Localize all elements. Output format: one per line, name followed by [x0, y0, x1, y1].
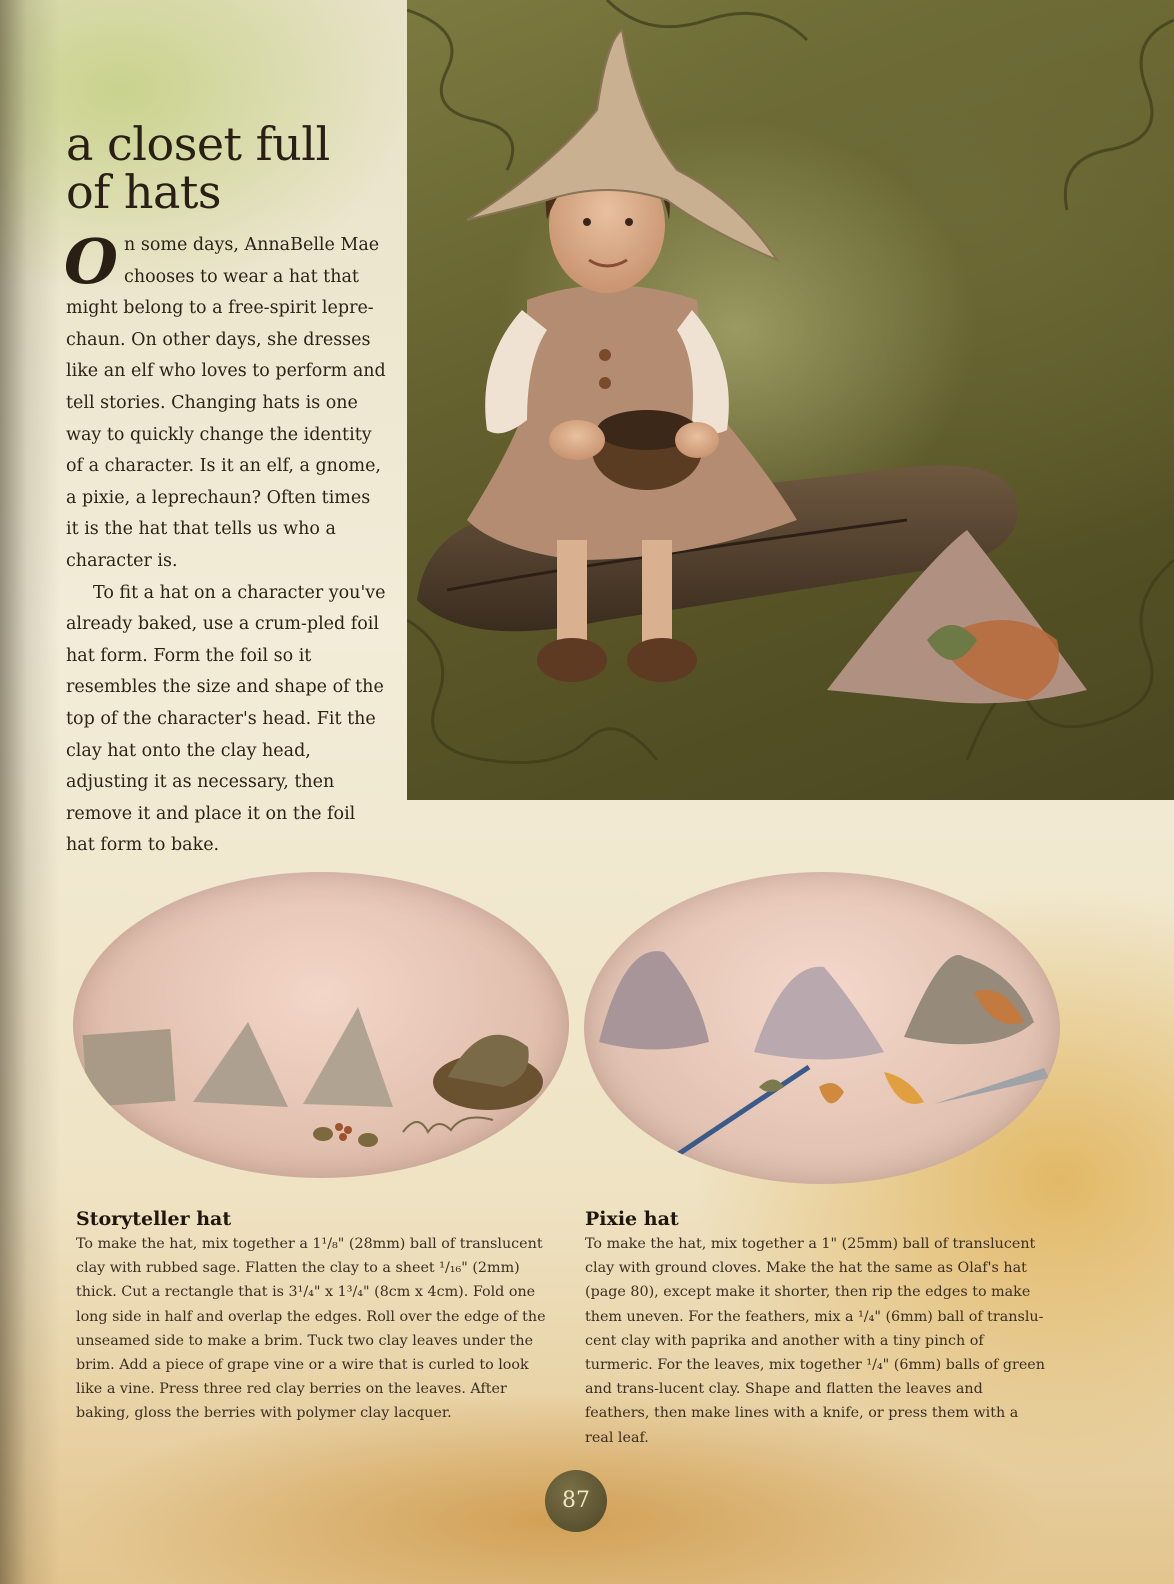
pixie-doll-photo — [407, 0, 1174, 800]
storyteller-hat-text: To make the hat, mix together a 1¹/₈" (28mm) ball of translucent clay with rubbed sage. Flatten the clay to a sheet ¹/₁₆" (2mm) thick. Cut a rectangle that is 3¹/₄" x 1³/₄" (8cm x 4cm). Fold one long side in half and overlap the edges. Roll over the edge of the unseamed side to make a brim. Tuck two clay leaves under the brim. Add a piece of grape vine or a wire that is curled to look like a vine. Press three red clay berries on the leaves. After baking, gloss the berries with polymer clay lacquer. — [76, 1236, 546, 1422]
pixie-hat-steps-photo — [584, 872, 1060, 1184]
page-title: a closet full of hats — [66, 117, 330, 219]
pixie-hat-caption — [585, 1208, 1045, 1450]
page-number: 87 — [545, 1470, 607, 1532]
intro-paragraph-1-text: n some days, AnnaBelle Mae chooses to wear a hat that might belong to a free-spirit lepre-chaun. On other days, she dresses like an elf who loves to perform and tell stories. Changing hats is one way to quickly change the identity of a character. Is it an elf, a gnome, a pixie, a leprechaun? Often times it is the hat that tells us who a character is. — [66, 235, 386, 571]
storyteller-hat-caption — [76, 1208, 556, 1426]
intro-paragraph-1 — [64, 225, 386, 578]
pixie-hat-text: To make the hat, mix together a 1" (25mm) ball of translucent clay with ground cloves. Make the hat the same as Olaf's hat (page 80), except make it shorter, then rip the edges to make them uneven. For the feathers, mix a ¹/₄" (6mm) ball of translu-cent clay with paprika and another with a tiny pinch of turmeric. For the leaves, mix together ¹/₄" (6mm) balls of green and trans-lucent clay. Shape and flatten the leaves and feathers, then make lines with a knife, or press them with a real leaf. — [585, 1236, 1045, 1446]
book-spine-shadow — [0, 0, 60, 1584]
intro-text — [64, 225, 386, 862]
drop-cap: O — [64, 225, 119, 298]
storyteller-hat-steps-photo — [73, 872, 569, 1178]
pixie-hat-heading: Pixie hat — [585, 1208, 679, 1230]
title-block — [66, 117, 386, 219]
intro-paragraph-2: To fit a hat on a character you've already baked, use a crum-pled foil hat form. Form the foil so it resembles the size and shape of the top of the character's head. Fit the clay hat onto the clay head, adjusting it as necessary, then remove it and place it on the foil hat form to bake. — [66, 582, 386, 856]
storyteller-hat-heading: Storyteller hat — [76, 1208, 232, 1230]
